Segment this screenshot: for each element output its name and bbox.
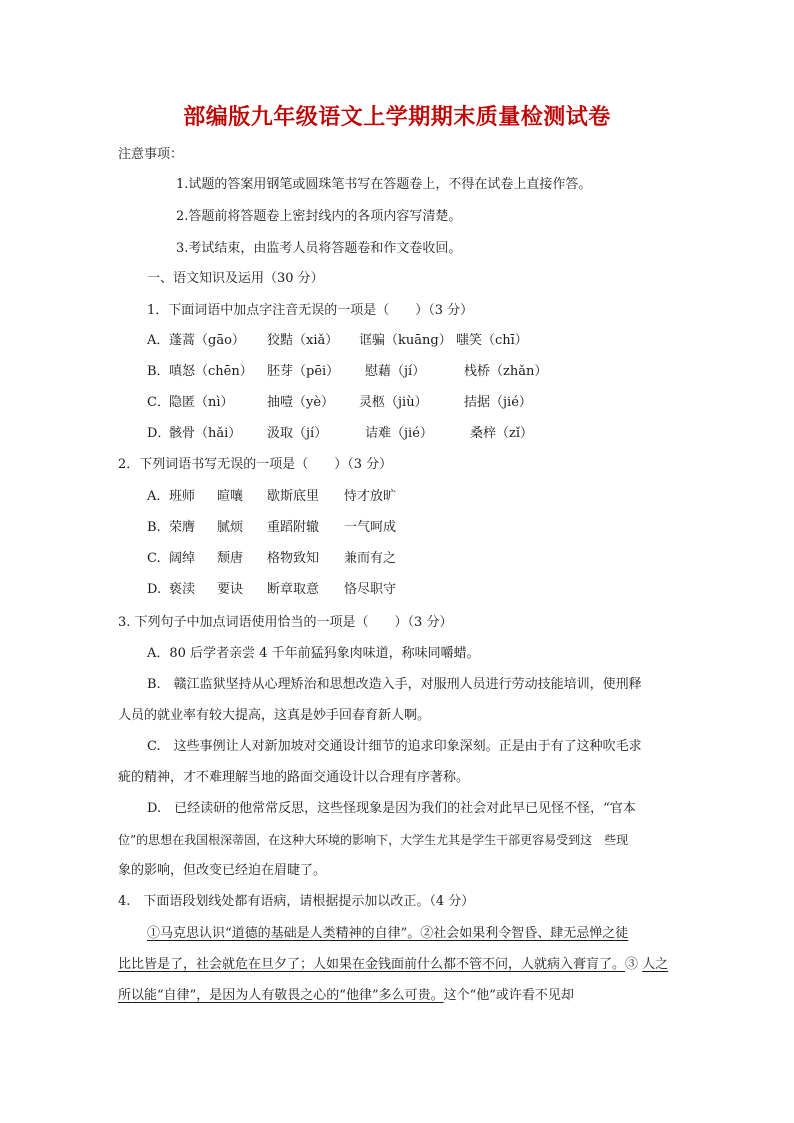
option-term: 抽噎（yè） [267, 395, 335, 410]
question-2-option-b [147, 520, 747, 536]
question-4-passage-line-2 [118, 957, 668, 973]
question-3-option-b-line-2: 人员的就业率有较大提高，这真是妙手回春育新人啊。 [118, 708, 431, 723]
notice-heading: 注意事项： [118, 147, 184, 162]
question-3-option-d-line-2: 位”的思想在我国根深蒂固，在这种大环境的影响下，大学生尤其是学生干部更容易受到这 些现 [118, 833, 629, 847]
option-label: D. [147, 582, 162, 597]
question-3-option-c-line-2: 疵的精神，才不难理解当地的路面交通设计以合理有序著称。 [118, 770, 470, 785]
underlined-text: 人之 [642, 957, 669, 972]
option-term: 拮据（jié） [464, 395, 532, 410]
question-3-option-a: A．80 后学者亲尝 4 千年前猛犸象肉味道，称味同嚼蜡。 [147, 646, 480, 661]
option-term: 汲取（jí） [267, 426, 328, 441]
option-term: 腻烦 [217, 520, 244, 535]
sentence-marker: ③ [625, 957, 639, 972]
option-term: 蓬蒿（gāo） [169, 333, 245, 348]
exam-title: 部编版九年级语文上学期期末质量检测试卷 [183, 105, 611, 130]
question-3-stem: 3. 下列句子中加点词语使用恰当的一项是（ ）（3 分） [118, 615, 453, 630]
question-4-stem: 4. 下面语段划线处都有语病，请根据提示加以改正。（4 分） [118, 894, 475, 909]
question-2-option-c [147, 551, 747, 567]
option-term: 诘难（jié） [365, 426, 433, 441]
question-2-option-a [147, 489, 747, 505]
option-term: 嗔怒（chēn） [169, 364, 253, 379]
option-label: B． [147, 364, 170, 379]
question-1-option-a [147, 333, 747, 349]
option-term: 骸骨（hǎi） [169, 426, 242, 441]
option-term: 格物致知 [267, 551, 320, 566]
option-term: 诓骗（kuāng） [359, 333, 452, 348]
question-1-option-c [147, 395, 747, 411]
underlined-text: 比比皆是了，社会就危在旦夕了；人如果在金钱面前什么都不管不问，人就病入膏肓了。 [118, 957, 626, 972]
option-term: 兼而有之 [344, 551, 397, 566]
option-term: 恪尽职守 [344, 582, 397, 597]
option-term: 阔绰 [169, 551, 196, 566]
option-term: 歇斯底里 [267, 489, 320, 504]
option-term: 隐匿（nì） [169, 395, 234, 410]
option-term: 暄嚷 [217, 489, 244, 504]
notice-item-1: 1.试题的答案用钢笔或圆珠笔书写在答题卷上，不得在试卷上直接作答。 [176, 177, 592, 192]
option-term: 荣膺 [169, 520, 196, 535]
option-label: C． [147, 395, 170, 410]
question-1-option-d [147, 426, 747, 442]
option-term: 班师 [169, 489, 196, 504]
option-label: B. [147, 520, 161, 535]
option-term: 恃才放旷 [344, 489, 397, 504]
question-4-passage-line-3 [118, 988, 574, 1004]
option-label: A. [147, 489, 161, 504]
option-term: 亵渎 [169, 582, 196, 597]
question-3-option-d-line-1: D. 已经读研的他常常反思，这些怪现象是因为我们的社会对此早已见怪不怪，“官本 [147, 801, 636, 816]
option-label: A． [147, 333, 170, 348]
section-heading: 一、语文知识及运用（30 分） [147, 271, 324, 286]
option-term: 狡黠（xiǎ） [267, 333, 339, 348]
question-3-option-d-line-3: 象的影响，但改变已经迫在眉睫了。 [118, 863, 327, 878]
question-3-option-b-line-1: B. 赣江监狱坚持从心理矫治和思想改造入手，对服刑人员进行劳动技能培训，使刑释 [147, 677, 642, 692]
option-term: 颓唐 [217, 551, 244, 566]
option-term: 重蹈附辙 [267, 520, 320, 535]
option-term: 嗤笑（chī） [456, 333, 528, 348]
question-4-passage-line-1: ①马克思认识“道德的基础是人类精神的自律”。②社会如果利令智昏、肆无忌惮之徒 [147, 926, 629, 941]
option-term: 慰藉（jí） [365, 364, 426, 379]
option-label: D． [147, 426, 171, 441]
notice-item-2: 2.答题前将答题卷上密封线内的各项内容写清楚。 [176, 209, 462, 224]
option-term: 断章取意 [267, 582, 320, 597]
question-2-stem: 2．下列词语书写无误的一项是（ ）（3 分） [118, 457, 393, 472]
underlined-text: 所以能“自律”，是因为人有敬畏之心的“他律”多么可贵。 [118, 988, 444, 1003]
question-1-stem: 1．下面词语中加点字注音无误的一项是（ ）（3 分） [147, 303, 474, 318]
option-term: 一气呵成 [344, 520, 397, 535]
option-term: 要诀 [217, 582, 244, 597]
question-1-option-b [147, 364, 747, 380]
option-term: 桑梓（zǐ） [470, 426, 534, 441]
notice-item-3: 3.考试结束，由监考人员将答题卷和作文卷收回。 [176, 241, 462, 256]
question-2-option-d [147, 582, 747, 598]
option-term: 胚芽（pēi） [267, 364, 340, 379]
passage-text: 这个“他”或许看不见却 [443, 988, 574, 1003]
option-term: 栈桥（zhǎn） [464, 364, 548, 379]
question-3-option-c-line-1: C. 这些事例让人对新加坡对交通设计细节的追求印象深刻。正是由于有了这种吹毛求 [147, 739, 642, 754]
option-term: 灵柩（jiù） [359, 395, 428, 410]
option-label: C. [147, 551, 161, 566]
